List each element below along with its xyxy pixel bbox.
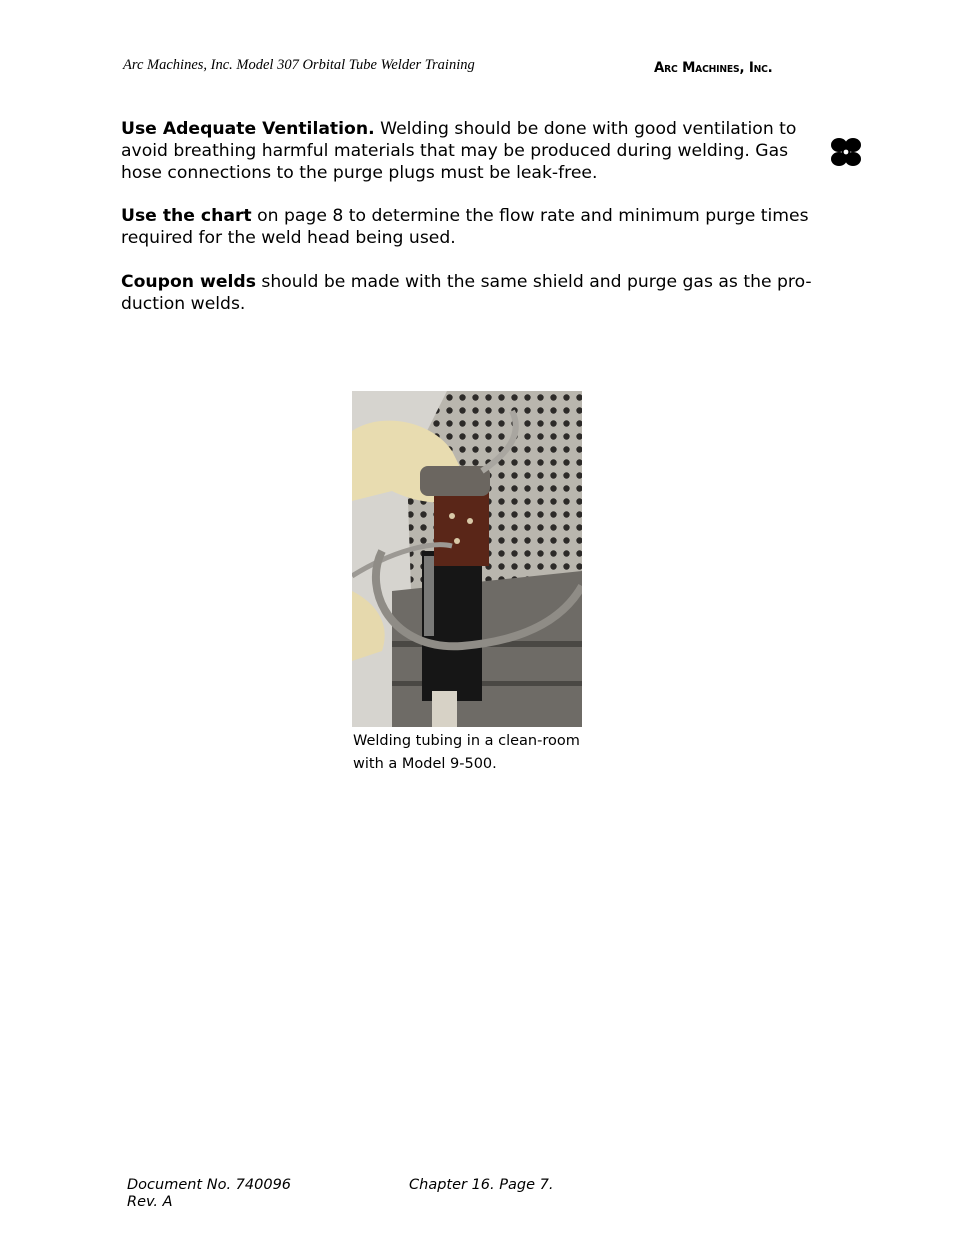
paragraph-body: Welding should be done with good ventilation to avoid breathing harmful materials that may be produced during welding. Gas hose connections to the purge plugs must be leak-free. xyxy=(121,119,797,183)
ventilation-fan-icon xyxy=(830,136,862,168)
paragraph-lead: Use Adequate Ventilation. xyxy=(121,119,375,139)
paragraph-coupon xyxy=(121,271,866,315)
paragraph-body: should be made with the same shield and purge gas as the pro-duction welds. xyxy=(121,272,812,314)
brand-logo: Arc Machines, Inc. xyxy=(654,60,773,76)
revision: Rev. A xyxy=(127,1194,173,1210)
paragraph-lead: Use the chart xyxy=(121,206,252,226)
document-number: Document No. 740096 xyxy=(127,1177,292,1193)
paragraph-chart xyxy=(121,205,866,249)
page-number: Chapter 16. Page 7. xyxy=(409,1177,554,1193)
header-title: Arc Machines, Inc. Model 307 Orbital Tube Welder Training xyxy=(123,57,475,73)
footer-document-info xyxy=(127,1177,291,1211)
paragraph-lead: Coupon welds xyxy=(121,272,256,292)
paragraph-ventilation xyxy=(121,118,821,184)
figure-caption: Welding tubing in a clean-room with a Model 9-500. xyxy=(353,733,580,772)
weld-head-photo xyxy=(352,391,582,727)
paragraph-body: on page 8 to determine the flow rate and minimum purge times required for the weld head being used. xyxy=(121,206,809,248)
